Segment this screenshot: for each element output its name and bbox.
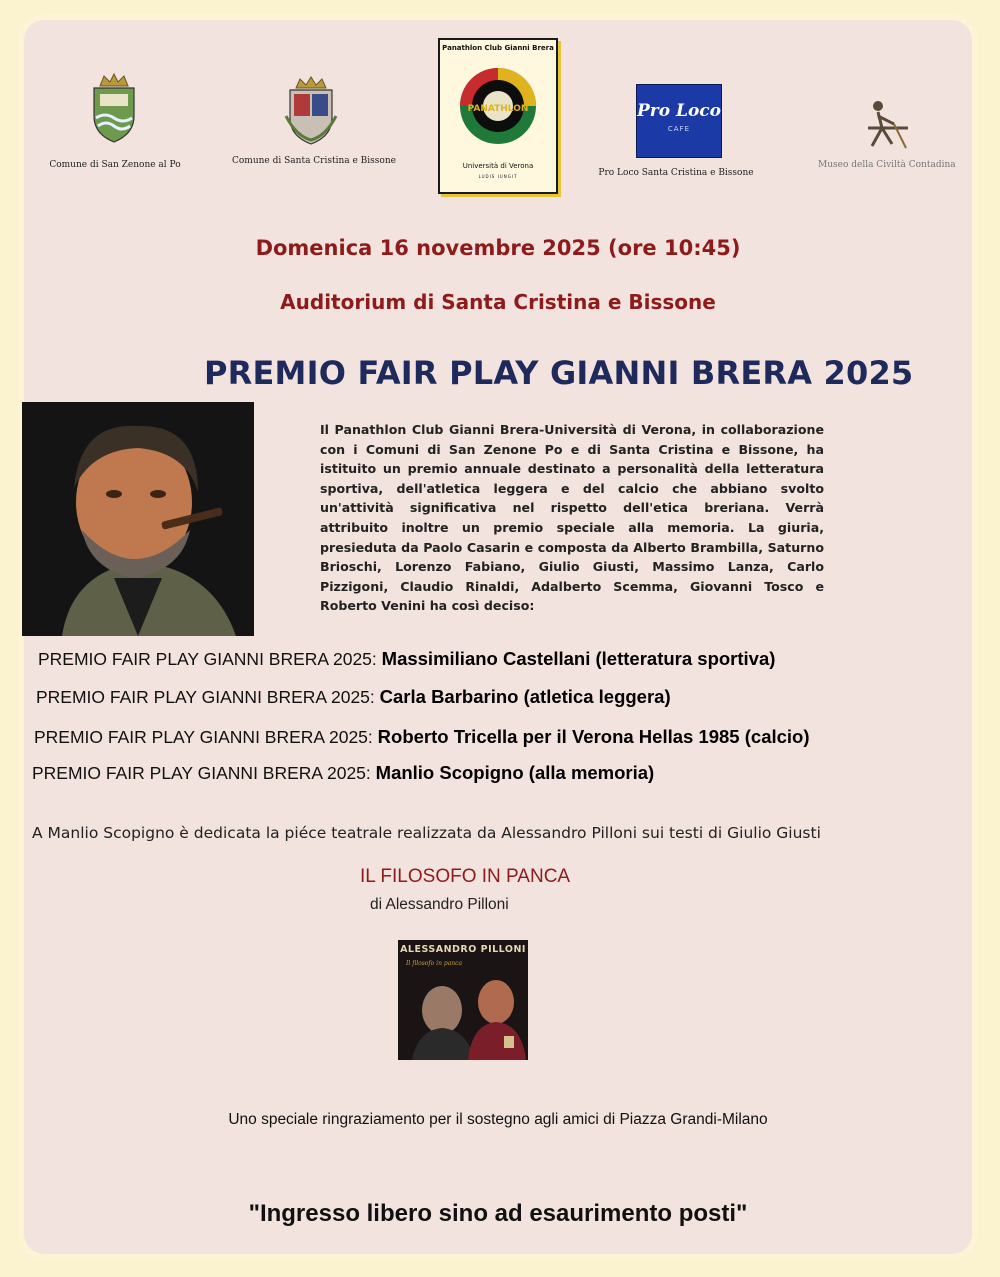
panathlon-emblem-text: PANATHLON (467, 104, 529, 114)
pro-loco-logo-sub: CAFE (667, 125, 691, 133)
san-zenone-coat-of-arms-icon (86, 72, 142, 144)
pro-loco-logo (636, 84, 722, 158)
panathlon-emblem-icon (458, 56, 538, 156)
panathlon-university: Università di Verona (462, 162, 534, 170)
play-cover-figures (398, 966, 528, 1060)
panathlon-club-name: Panathlon Club Gianni Brera (442, 44, 554, 52)
award-prefix: PREMIO FAIR PLAY GIANNI BRERA 2025: (34, 727, 373, 747)
award-winner: Manlio Scopigno (alla memoria) (375, 762, 655, 783)
poster (18, 14, 978, 1260)
pro-loco-caption: Pro Loco Santa Cristina e Bissone (598, 168, 754, 178)
dedication-text: A Manlio Scopigno è dedicata la piéce teatrale realizzata da Alessandro Pilloni sui testi di Giulio Giusti (32, 824, 821, 842)
award-prefix: PREMIO FAIR PLAY GIANNI BRERA 2025: (32, 763, 371, 783)
pro-loco-logo-name: Pro Loco (637, 101, 721, 121)
play-author: di Alessandro Pilloni (370, 896, 509, 913)
free-entry-notice: "Ingresso libero sino ad esaurimento posti" (248, 1200, 748, 1227)
award-winner: Roberto Tricella per il Verona Hellas 1985 (calcio) (377, 726, 810, 747)
award-row (38, 648, 775, 670)
play-cover-image (398, 940, 528, 1060)
farmer-figure-icon (858, 98, 914, 152)
jury-description: Il Panathlon Club Gianni Brera-Università di Verona, in collaborazione con i Comuni di San Zenone Po e di Santa Cristina e Bissone, ha istituito un premio annuale destinato a personalità della letteratura sportiva, dell'atletica leggera e del calcio che abbiano svolto un'attività significativa nel rispetto dell'etica breriana. Verrà attribuito inoltre un premio speciale alla memoria. La giuria, presieduta da Paolo Casarin e composta da Alberto Brambilla, Saturno Brioschi, Lorenzo Fabiano, Giulio Giusti, Massimo Lanza, Carlo Pizzigoni, Claudio Rinaldi, Adalberto Scemma, Giovanni Tosco e Roberto Venini ha così deciso: (320, 422, 824, 614)
santa-cristina-coat-of-arms-icon (282, 76, 340, 146)
play-title: IL FILOSOFO IN PANCA (360, 866, 571, 887)
award-winner: Massimiliano Castellani (letteratura sportiva) (381, 648, 776, 669)
san-zenone-caption: Comune di San Zenone al Po (49, 160, 181, 170)
santa-cristina-caption: Comune di Santa Cristina e Bissone (232, 156, 396, 166)
award-prefix: PREMIO FAIR PLAY GIANNI BRERA 2025: (38, 649, 377, 669)
event-title: PREMIO FAIR PLAY GIANNI BRERA 2025 (204, 354, 914, 392)
thanks-text: Uno speciale ringraziamento per il sostegno agli amici di Piazza Grandi-Milano (228, 1111, 768, 1128)
museo-caption: Museo della Civiltà Contadina (818, 160, 956, 170)
award-row (34, 726, 810, 748)
play-cover-subtitle: Il filosofo in panca (406, 960, 463, 967)
event-date: Domenica 16 novembre 2025 (ore 10:45) (255, 236, 741, 260)
event-venue: Auditorium di Santa Cristina e Bissone (280, 290, 716, 314)
award-winner: Carla Barbarino (atletica leggera) (379, 686, 671, 707)
play-cover-header: ALESSANDRO PILLONI (400, 944, 526, 955)
gianni-brera-portrait (22, 402, 254, 636)
award-row (36, 686, 671, 708)
panathlon-logo (438, 38, 558, 194)
panathlon-motto: LUDIS IUNGIT (478, 174, 518, 179)
award-prefix: PREMIO FAIR PLAY GIANNI BRERA 2025: (36, 687, 375, 707)
award-row (32, 762, 654, 784)
